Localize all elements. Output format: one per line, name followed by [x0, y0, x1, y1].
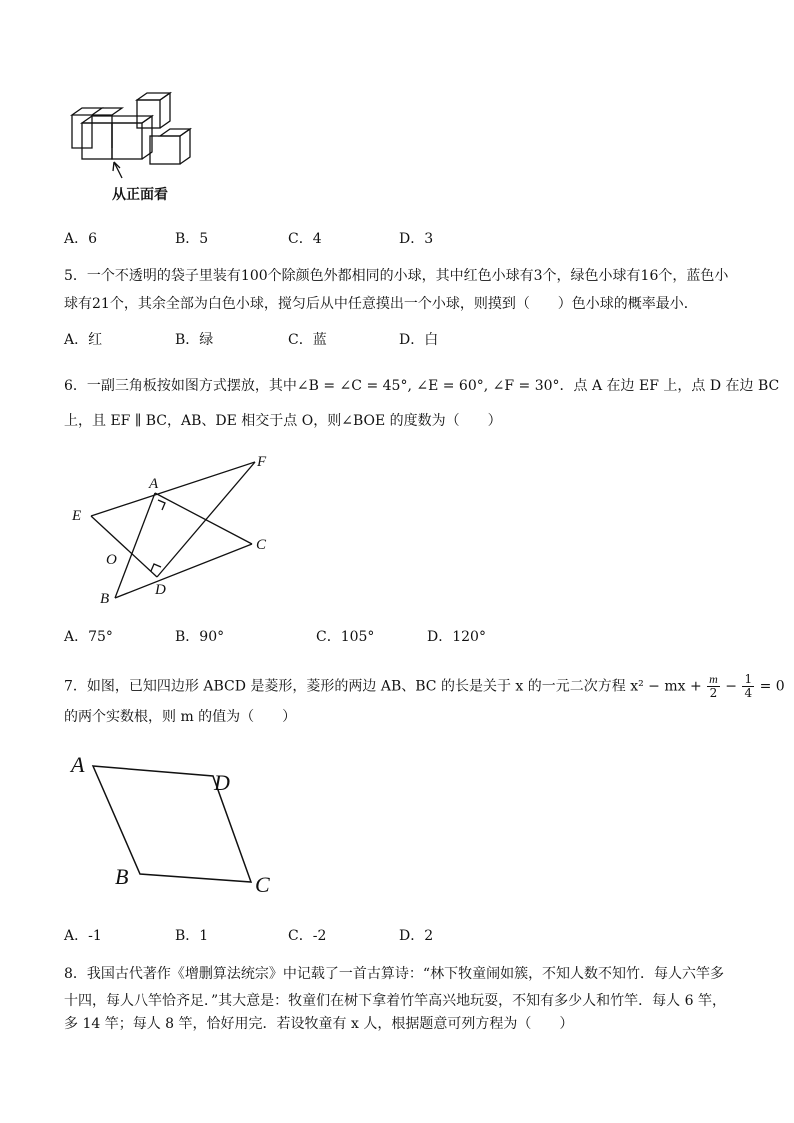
point-label-e: E	[72, 508, 82, 524]
segment-ab	[115, 493, 155, 598]
q5-option-c[interactable]: C．蓝	[288, 332, 327, 348]
fraction-numerator: m	[709, 672, 718, 686]
rhombus-figure	[65, 752, 285, 897]
fraction-denominator: 4	[744, 686, 753, 700]
q8-text-line-1: 8．我国古代著作《增删算法统宗》中记载了一首古算诗：“林下牧童闹如簇，不知人数不知竹．每人六竿多	[64, 966, 725, 982]
q4-option-a[interactable]: A．6	[64, 231, 98, 247]
q6-option-c[interactable]: C．105°	[316, 629, 375, 645]
segment-ef	[91, 462, 255, 516]
q7-option-d[interactable]: D．2	[399, 928, 434, 944]
figure-caption: 从正面看	[112, 187, 168, 203]
point-label-f: F	[257, 454, 267, 470]
q7-text-line-1	[64, 673, 785, 700]
point-label-a: A	[149, 476, 159, 492]
fraction-denominator: 2	[709, 686, 718, 700]
point-label-b: B	[100, 591, 110, 607]
q7-text-prefix: 7．如图，已知四边形 ABCD 是菱形，菱形的两边 AB、BC 的长是关于 x 的一元二次方程 x² − mx +	[64, 678, 702, 695]
triangle-rulers-figure	[60, 448, 280, 608]
q6-text-line-2: 上，且 EF ∥ BC，AB、DE 相交于点 O，则∠BOE 的度数为（ ）	[64, 413, 502, 429]
q7-option-b[interactable]: B．1	[175, 928, 209, 944]
q4-option-d[interactable]: D．3	[399, 231, 434, 247]
q6-option-a[interactable]: A．75°	[64, 629, 113, 645]
q6-option-d[interactable]: D．120°	[427, 629, 486, 645]
q5-text-line-2: 球有21个，其余全部为白色小球，搅匀后从中任意摸出一个小球，则摸到（ ）色小球的概率最小．	[64, 296, 698, 312]
point-label-d: D	[214, 770, 230, 795]
minus-sign: −	[725, 678, 738, 695]
right-angle-mark-a	[158, 500, 165, 510]
q8-text-line-3: 多 14 竿；每人 8 竿，恰好用完．若设牧童有 x 人，根据题意可列方程为（ ）	[64, 1016, 574, 1032]
point-label-c: C	[256, 537, 267, 553]
point-label-d: D	[155, 582, 166, 598]
segment-ac	[155, 493, 252, 544]
right-angle-mark-d	[151, 564, 161, 571]
fraction-1-over-4	[742, 673, 754, 700]
q4-option-b[interactable]: B．5	[175, 231, 209, 247]
q7-text-suffix: = 0	[759, 678, 785, 695]
q7-option-a[interactable]: A．-1	[64, 928, 102, 944]
point-label-b: B	[115, 864, 129, 889]
point-label-c: C	[255, 872, 270, 897]
q5-option-b[interactable]: B．绿	[175, 332, 214, 348]
fraction-numerator: 1	[744, 672, 753, 686]
q6-text-line-1: 6．一副三角板按如图方式摆放，其中∠B = ∠C = 45°, ∠E = 60°, ∠F = 30°．点 A 在边 EF 上，点 D 在边 BC	[64, 378, 780, 394]
q8-text-line-2: 十四，每人八竿恰齐足．”其大意是：牧童们在树下拿着竹竿高兴地玩耍，不知有多少人和竹竿．每人 6 竿，	[64, 993, 726, 1009]
q6-option-b[interactable]: B．90°	[175, 629, 225, 645]
q7-text-line-2: 的两个实数根，则 m 的值为（ ）	[64, 709, 297, 725]
q7-option-c[interactable]: C．-2	[288, 928, 327, 944]
segment-bc	[115, 544, 252, 598]
point-label-o: O	[106, 552, 117, 568]
q5-option-a[interactable]: A．红	[64, 332, 103, 348]
fraction-m-over-2	[707, 673, 720, 700]
q5-text-line-1: 5．一个不透明的袋子里装有100个除颜色外都相同的小球，其中红色小球有3个，绿色小球有16个，蓝色小	[64, 268, 729, 284]
segment-ed	[91, 516, 157, 577]
q5-option-d[interactable]: D．白	[399, 332, 439, 348]
cube-drawing	[72, 93, 190, 178]
point-label-a: A	[71, 752, 85, 777]
q4-option-c[interactable]: C．4	[288, 231, 322, 247]
